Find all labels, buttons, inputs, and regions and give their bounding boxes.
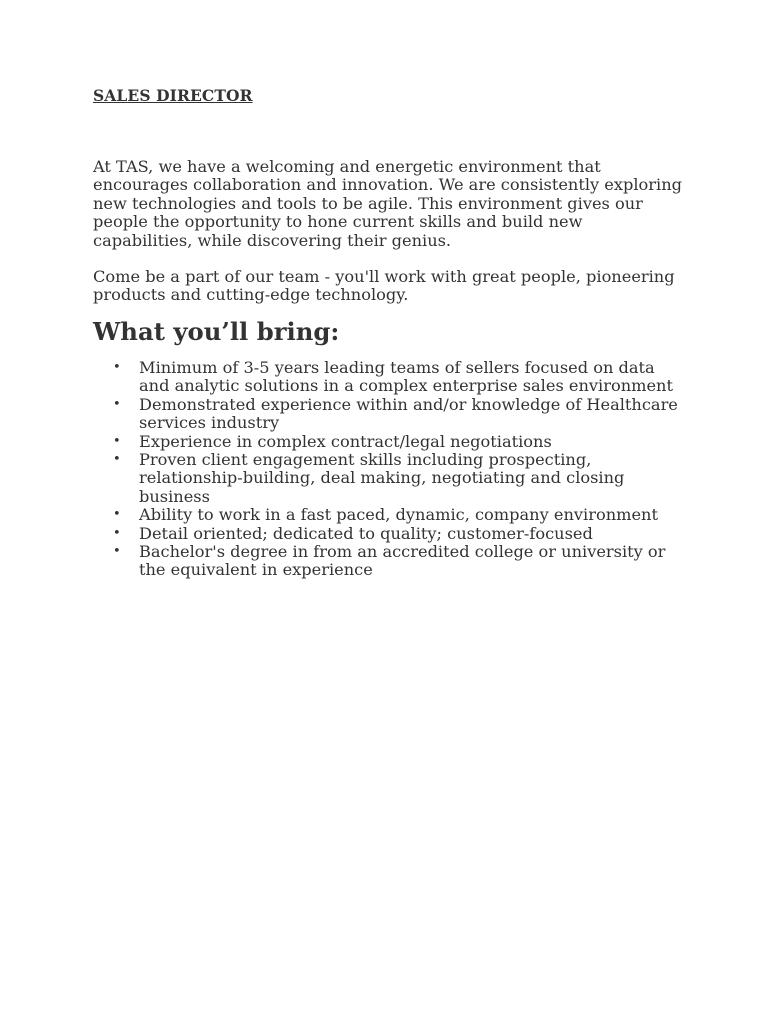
bullet-icon: • (113, 396, 121, 412)
bullet-icon: • (113, 525, 121, 541)
list-item-text: Minimum of 3-5 years leading teams of sellers focused on data and analytic solutions in a complex enterprise sales environment (139, 358, 673, 396)
list-item-text: Detail oriented; dedicated to quality; customer-focused (139, 523, 593, 543)
bullet-icon: • (113, 452, 121, 468)
list-item (93, 506, 683, 524)
bullet-icon: • (113, 433, 121, 449)
job-title: SALES DIRECTOR (93, 86, 253, 105)
list-item-text: Experience in complex contract/legal negotiations (139, 431, 552, 451)
list-item-text: Bachelor's degree in from an accredited college or university or the equivalent in experience (139, 542, 666, 580)
bullet-icon: • (113, 360, 121, 375)
list-item (93, 543, 683, 580)
requirements-heading: What you’ll bring: (93, 317, 340, 346)
intro-paragraph: At TAS, we have a welcoming and energetic environment that encourages collaboration and innovation. We are consistently exploring new technologies and tools to be agile. This environment gives our people the opportunity to hone current skills and build new capabilities, while discovering their genius. (93, 157, 683, 250)
list-item-text: Demonstrated experience within and/or knowledge of Healthcare services industry (139, 394, 678, 433)
list-item-text: Ability to work in a fast paced, dynamic, company environment (139, 505, 658, 525)
bullet-icon: • (113, 507, 121, 523)
team-paragraph: Come be a part of our team - you'll work with great people, pioneering products and cutting-edge technology. (93, 267, 675, 305)
bullet-icon: • (113, 544, 121, 560)
list-item (93, 451, 683, 506)
list-item (93, 525, 683, 543)
list-item-text: Proven client engagement skills including prospecting, relationship-building, deal making, negotiating and closing business (139, 450, 625, 506)
requirements-list (93, 359, 683, 580)
list-item (93, 396, 683, 433)
list-item (93, 359, 683, 396)
list-item (93, 433, 683, 451)
